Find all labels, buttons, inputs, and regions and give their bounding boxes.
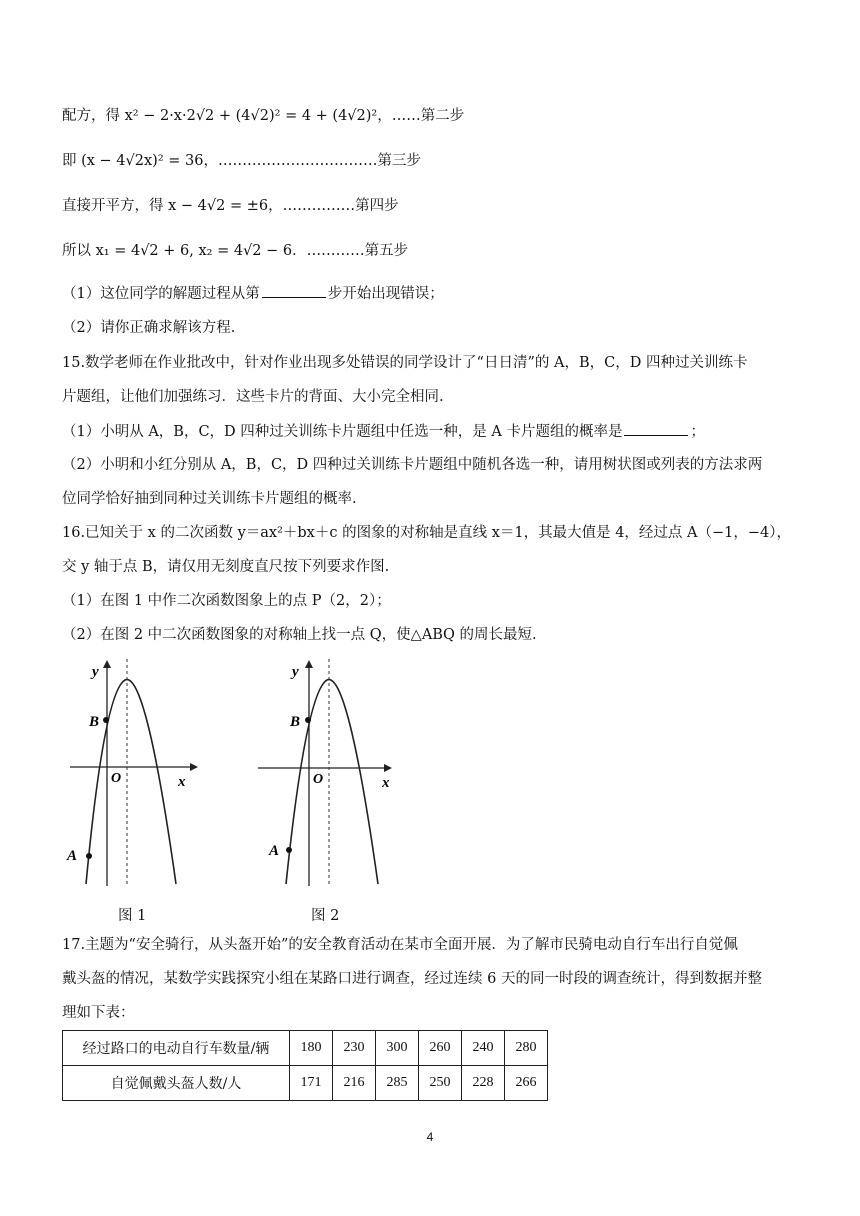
solution-step-4: 直接开平方，得 x − 4√2 = ±6，……………第四步 [62,198,399,214]
x-label: x [382,775,390,791]
point-b [305,717,311,723]
solution-step-2: 配方，得 x² − 2·x·2√2 + (4√2)² = 4 + (4√2)²，……第二步 [62,108,465,124]
solution-step-5: 所以 x₁ = 4√2 + 6, x₂ = 4√2 − 6．…………第五步 [62,243,409,259]
q17-stem-line2: 戴头盔的情况，某数学实践探究小组在某路口进行调查，经过连续 6 天的同一时段的调查统计，得到数据并整 [62,971,762,987]
figure-1 [62,654,202,889]
a-label: A [67,848,78,864]
table-row [63,1031,548,1066]
q14-part1-after: 步开始出现错误； [327,286,444,302]
point-a [86,853,92,859]
origin-label: O [111,771,122,786]
point-a [286,847,292,853]
parabola-curve [286,680,378,884]
q15-part1-after: ； [690,424,705,440]
answer-blank[interactable] [262,283,326,298]
x-axis-arrow [384,764,392,772]
table-cell: 250 [419,1066,462,1101]
q15-part2-line2: 位同学恰好抽到同种过关训练卡片题组的概率. [62,491,357,507]
q15-part2-line1: （2）小明和小红分别从 A，B，C，D 四种过关训练卡片题组中随机各选一种，请用树状图或列表的方法求两 [62,457,763,473]
row-header-bikes: 经过路口的电动自行车数量/辆 [63,1031,290,1066]
origin-label: O [313,772,324,787]
b-label: B [290,714,301,730]
q15-stem-line2: 片题组，让他们加强练习．这些卡片的背面、大小完全相同. [62,389,444,405]
table-cell: 230 [333,1031,376,1066]
table-cell: 300 [376,1031,419,1066]
table-cell: 216 [333,1066,376,1101]
table-cell: 285 [376,1066,419,1101]
solution-step-3: 即 (x − 4√2x)² = 36，……………………………第三步 [62,153,421,169]
b-label: B [89,714,100,730]
q16-part2: （2）在图 2 中二次函数图象的对称轴上找一点 Q，使△ABQ 的周长最短. [62,627,537,643]
y-label: y [92,664,99,680]
y-axis-arrow [103,660,111,668]
point-b [103,717,109,723]
q16-stem-line1: 16.已知关于 x 的二次函数 y＝ax²＋bx＋c 的图象的对称轴是直线 x＝1，其最大值是 4，经过点 A（−1，−4）， [62,525,792,541]
table-cell: 171 [290,1066,333,1101]
parabola-curve [86,680,176,884]
q17-stem-line1: 17.主题为“安全骑行，从头盔开始”的安全教育活动在某市全面开展．为了解市民骑电动自行车出行自觉佩 [62,937,738,953]
answer-blank[interactable] [624,421,688,436]
q15-part1-before: （1）小明从 A，B，C，D 四种过关训练卡片题组中任选一种，是 A 卡片题组的概率是 [62,424,623,440]
table-row [63,1066,548,1101]
x-label: x [178,774,186,790]
table-cell: 240 [462,1031,505,1066]
survey-table [62,1030,548,1101]
page-number: 4 [426,1130,434,1144]
y-axis-arrow [305,660,313,668]
figure-1-caption: 图 1 [118,908,147,924]
q15-stem-line1: 15.数学老师在作业批改中，针对作业出现多处错误的同学设计了“日日清”的 A，B，C，D 四种过关训练卡 [62,355,748,371]
row-header-helmets: 自觉佩戴头盔人数/人 [63,1066,290,1101]
y-label: y [292,664,299,680]
table-cell: 180 [290,1031,333,1066]
q16-part1: （1）在图 1 中作二次函数图象上的点 P（2，2）； [62,593,391,609]
q14-part2: （2）请你正确求解该方程. [62,320,236,336]
table-cell: 260 [419,1031,462,1066]
figure-2-caption: 图 2 [311,908,340,924]
q17-stem-line3: 理如下表： [62,1005,135,1021]
table-cell: 266 [505,1066,548,1101]
q15-part1 [62,421,705,442]
q14-part1 [62,283,444,304]
x-axis-arrow [190,763,198,771]
table-cell: 280 [505,1031,548,1066]
figure-2 [254,654,404,889]
table-cell: 228 [462,1066,505,1101]
q16-stem-line2: 交 y 轴于点 B，请仅用无刻度直尺按下列要求作图. [62,559,390,575]
a-label: A [269,843,280,859]
q14-part1-before: （1）这位同学的解题过程从第 [62,286,260,302]
